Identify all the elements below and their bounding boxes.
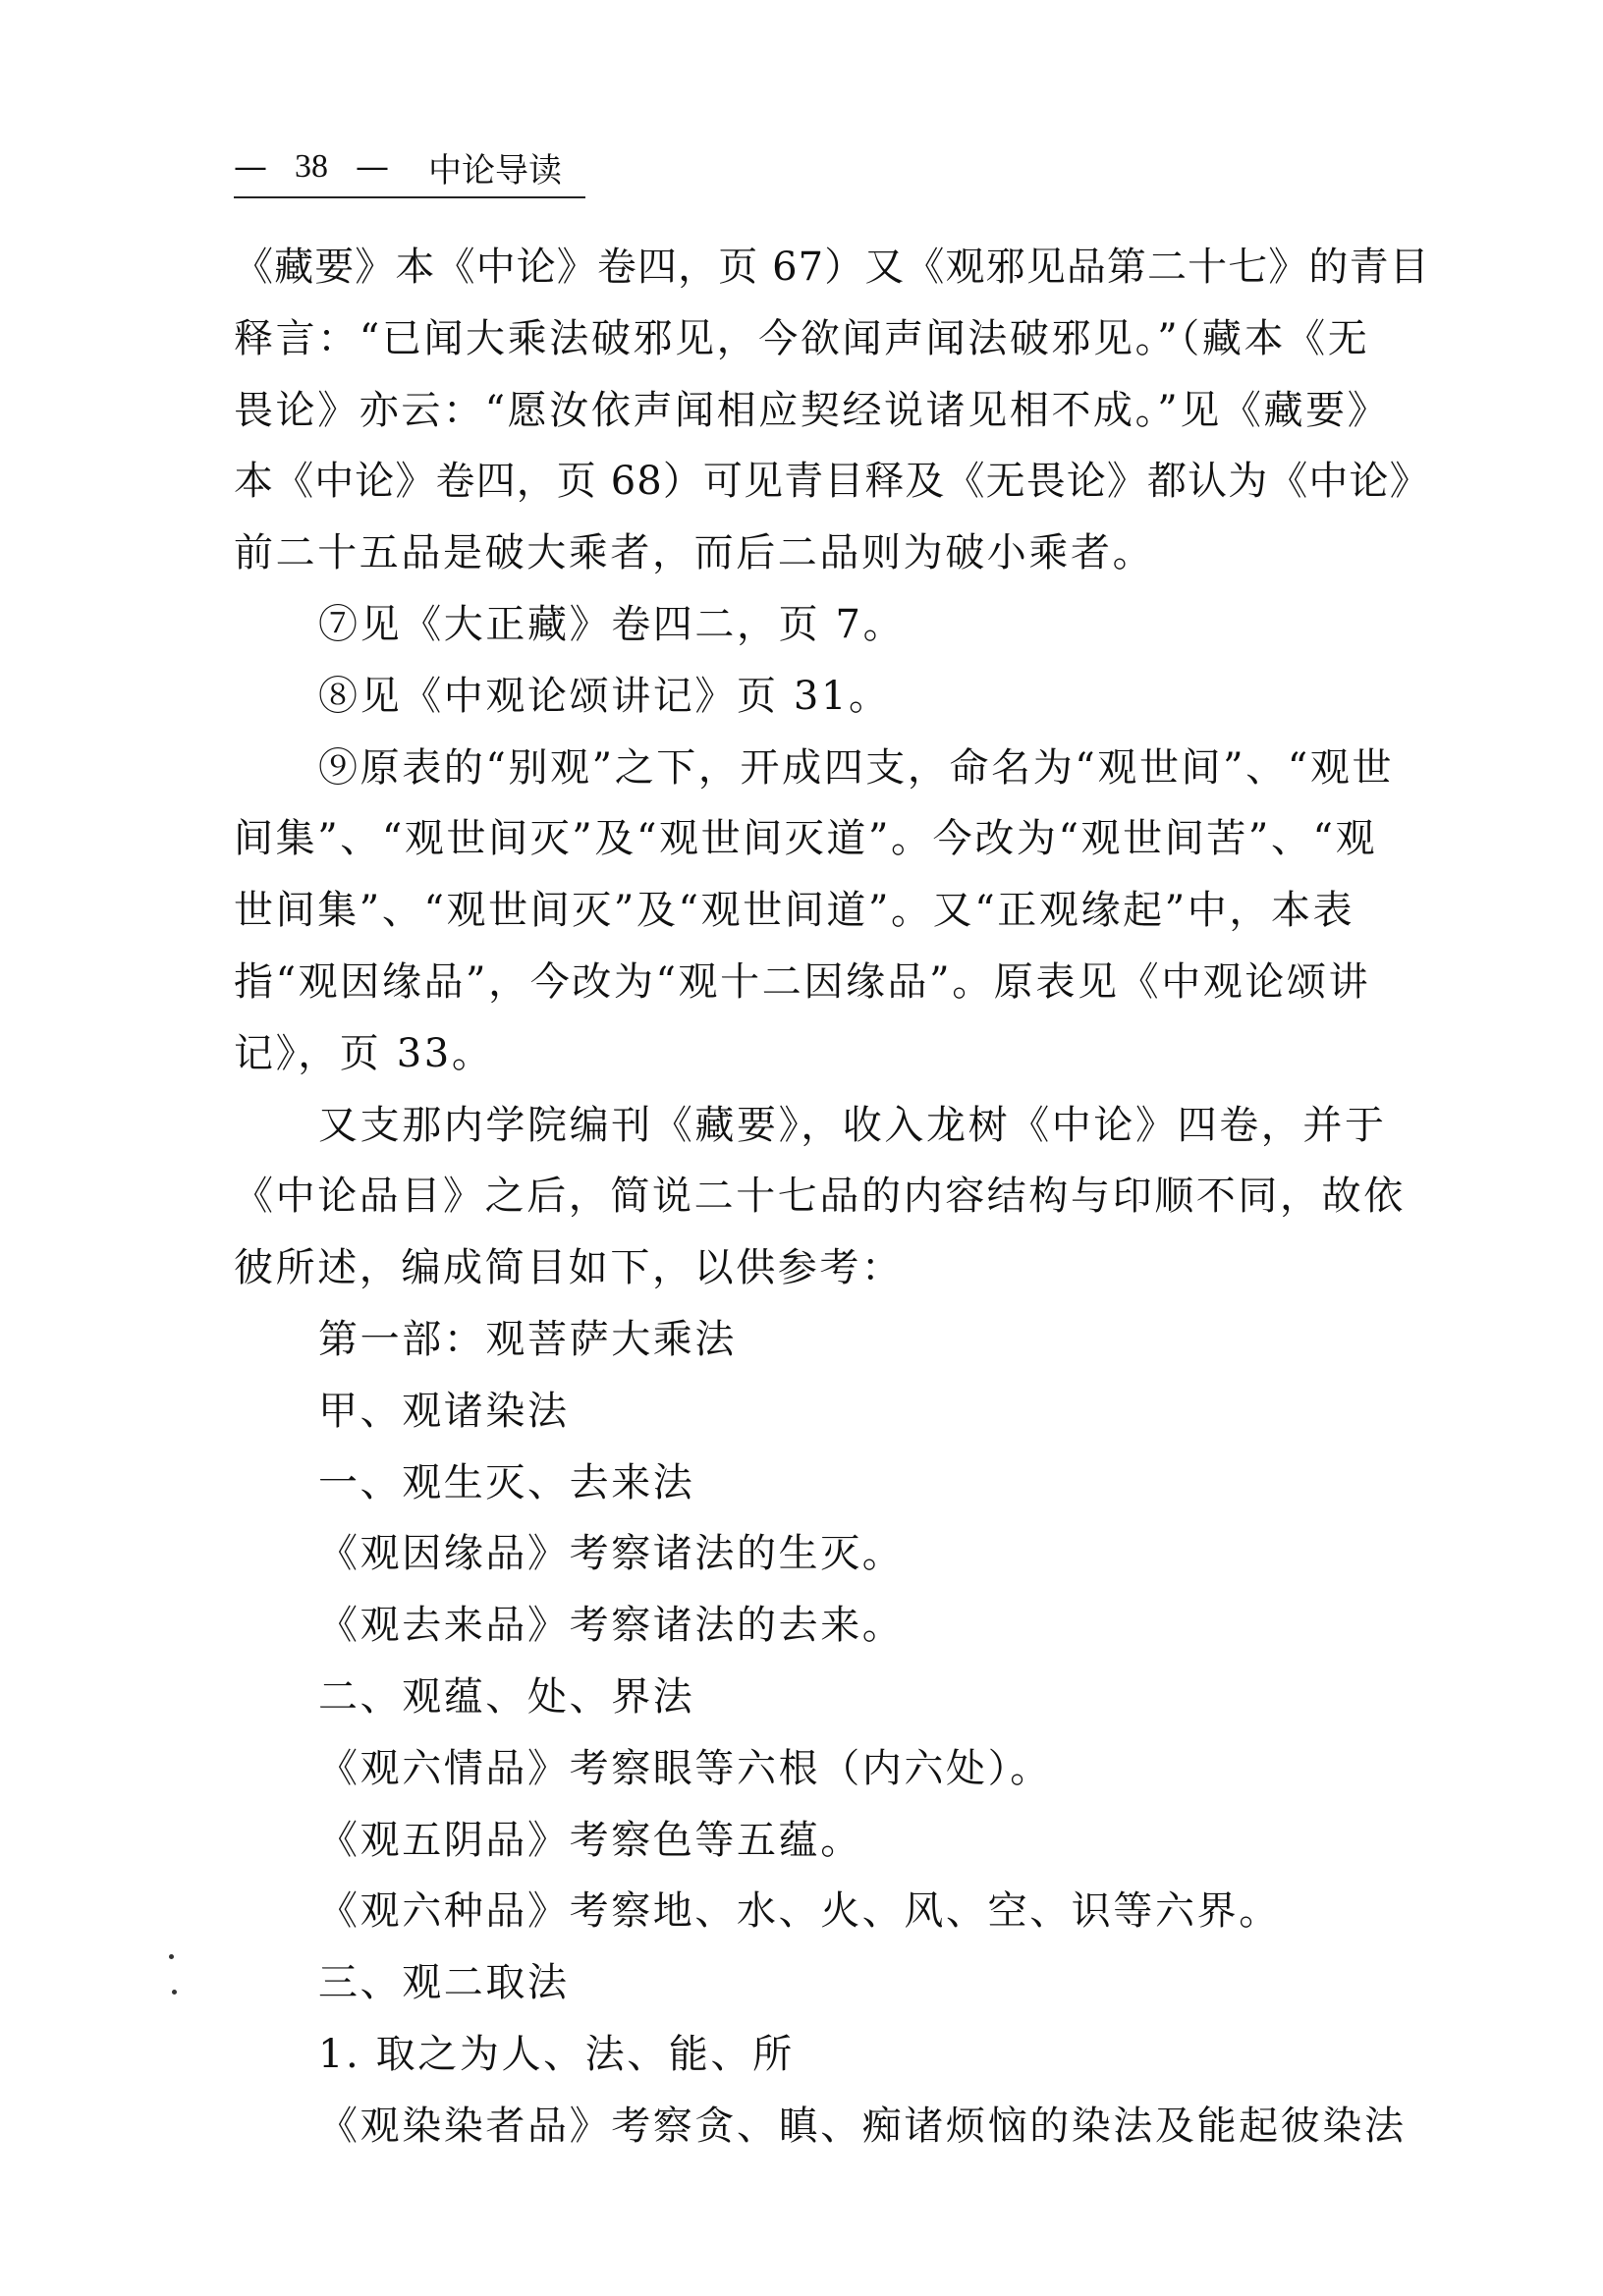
text-line: 本《中论》卷四，页 68）可见青目释及《无畏论》都认为《中论》 [234,459,1430,505]
text-line: 《观六情品》考察眼等六根（内六处）。 [318,1745,1052,1791]
text-line: ⑦见《大正藏》卷四二，页 7。 [318,601,906,647]
text-line: 畏论》亦云：“愿汝依声闻相应契经说诸见相不成。”见《藏要》 [234,387,1390,433]
text-line: 《中论品目》之后，简说二十七品的内容结构与印顺不同，故依 [234,1174,1406,1220]
text-line: 又支那内学院编刊《藏要》，收入龙树《中论》四卷，并于 [318,1102,1387,1148]
margin-mark [169,1954,174,1959]
text-line: 一、观生灭、去来法 [318,1459,695,1505]
text-line: 《观染染者品》考察贪、瞋、痴诸烦恼的染法及能起彼染法 [318,2103,1407,2149]
text-line: 间集”、“观世间灭”及“观世间灭道”。今改为“观世间苦”、“观 [234,816,1378,862]
text-line: 前二十五品是破大乘者，而后二品则为破小乘者。 [234,530,1155,576]
text-line: 《观六种品》考察地、水、火、风、空、识等六界。 [318,1888,1281,1935]
header-dash-right: — [356,147,389,187]
text-line: 指“观因缘品”，今改为“观十二因缘品”。原表见《中观论颂讲 [234,958,1371,1005]
text-line: 1. 取之为人、法、能、所 [318,2031,795,2077]
running-header [234,139,562,194]
text-line: 《观五阴品》考察色等五蕴。 [318,1817,862,1863]
text-line: 《藏要》本《中论》卷四，页 67）又《观邪见品第二十七》的青目 [234,245,1430,290]
book-title: 中论导读 [428,150,562,191]
text-line: 甲、观诸染法 [318,1388,570,1434]
text-line: ⑧见《中观论颂讲记》页 31。 [318,673,891,719]
text-line: 记》，页 33。 [234,1030,494,1076]
text-line: 三、观二取法 [318,1960,570,2006]
text-line: 世间集”、“观世间灭”及“观世间道”。又“正观缘起”中，本表 [234,888,1355,934]
header-dash-left: — [234,147,267,187]
text-line: ⑨原表的“别观”之下，开成四支，命名为“观世间”、“观世 [318,744,1395,791]
text-line: 《观去来品》考察诸法的去来。 [318,1603,905,1649]
text-line: 释言：“已闻大乘法破邪见，今欲闻声闻法破邪见。”（藏本《无 [234,315,1370,361]
body-text [234,232,1442,2162]
text-line: 彼所述，编成简目如下，以供参考： [234,1245,904,1291]
margin-mark [172,1990,177,1995]
text-line: 第一部：观菩萨大乘法 [318,1316,737,1362]
text-line: 《观因缘品》考察诸法的生灭。 [318,1531,905,1577]
header-rule [234,196,585,198]
page-number: 38 [295,148,328,185]
text-line: 二、观蕴、处、界法 [318,1673,695,1720]
